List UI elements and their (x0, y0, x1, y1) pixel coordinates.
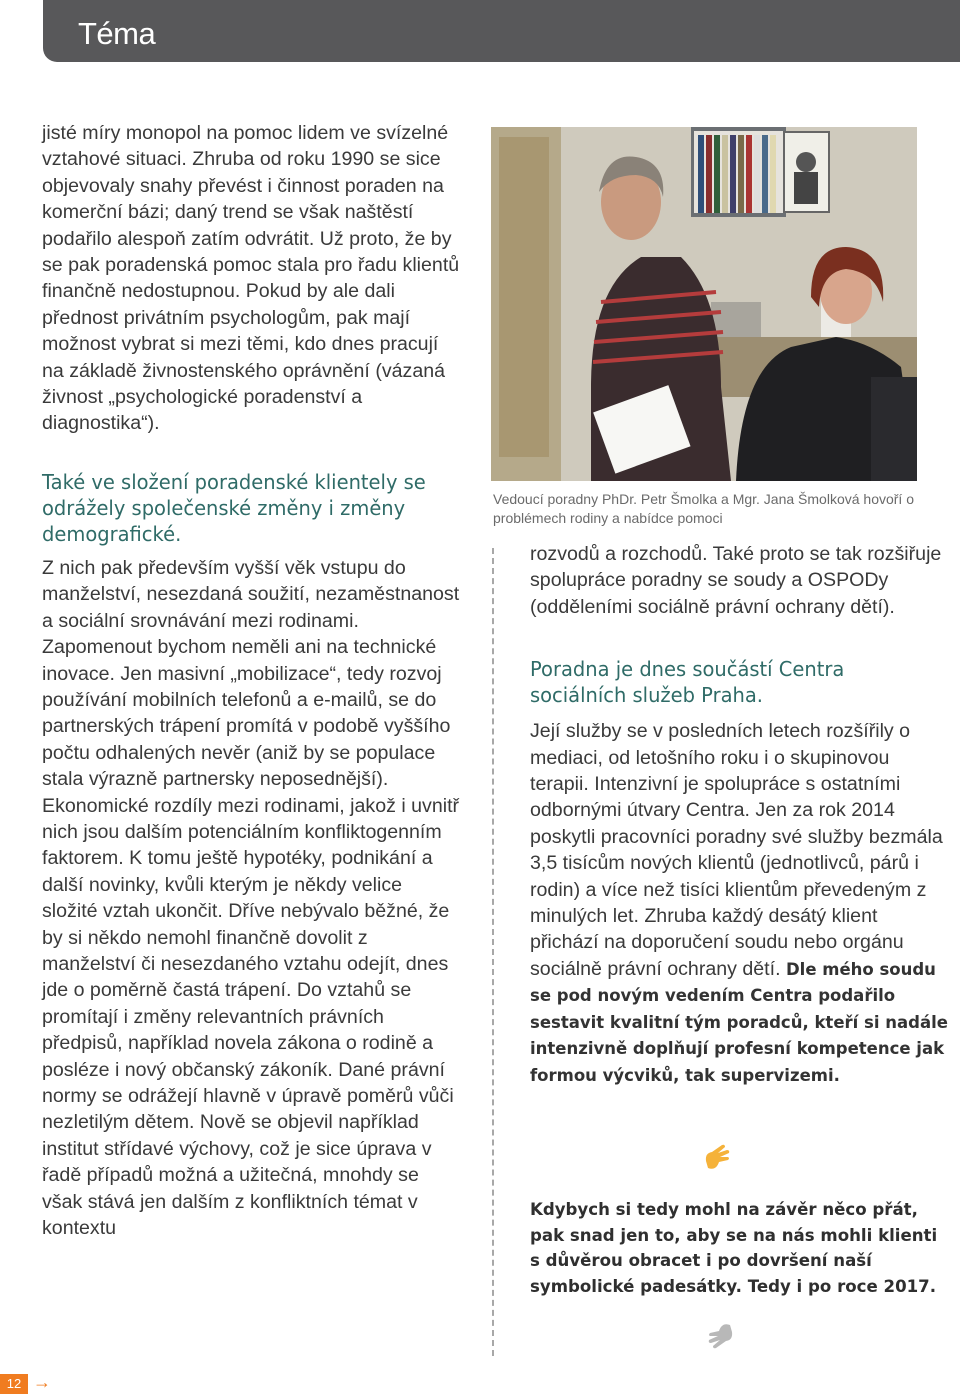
right-paragraph-1: rozvodů a rozchodů. Také proto se tak rozšiřuje spolupráce poradny se soudy a OSPODy (odděleními sociálně právní ochrany dětí). (530, 543, 942, 618)
closing-statement: Kdybych si tedy mohl na závěr něco přát, pak snad jen to, aby se na nás mohli klienti s důvěrou obracet i po dovršení naší symbolické padesátky. Tedy i po roce 2017. (530, 1200, 938, 1296)
hand-icon (700, 1141, 734, 1175)
article-photo (491, 127, 917, 481)
left-paragraph-1: jisté míry monopol na pomoc lidem ve svízelné vztahové situaci. Zhruba od roku 1990 se sice objevovaly snahy převést i činnost poraden na komerční bázi; daný trend se však naštěstí podařilo alespoň zatím odvrátit. Už proto, že by se pak poradenská pomoc stala pro řadu klientů finančně nedostupnou. Pokud by ale dali přednost privátním psychologům, pak mají možnost vybrat si mezi těmi, kdo dnes pracují na základě živnostenského oprávnění (vázaná živnost „psychologické poradenství a diagnostika“). (42, 122, 460, 435)
right-subheading: Poradna je dnes součástí Centra sociálních služeb Praha. (530, 657, 845, 708)
right-paragraph-2-regular: Její služby se v posledních letech rozšířily o mediaci, od letošního roku i o skupinovou terapii. Intenzivní je spolupráce s ostatními odbornými útvary Centra. Jen za rok 2014 poskytli pracovníci poradny své služby bezmála 3,5 tisícům nových klientů (jednotlivců, párů i rodin) a více než tisíci klientům převedeným z minulých let. Zhruba každý desátý klient přichází na doporučení soudu nebo orgánu sociálně právní ochrany dětí. (530, 720, 943, 980)
page-number: 12 (0, 1374, 28, 1394)
left-subheading: Také ve složení poradenské klientely se odrážely společenské změny i změny demografické. (42, 469, 426, 546)
header-bar (43, 0, 960, 62)
right-paragraph-2 (530, 718, 950, 1088)
photo-illustration (491, 127, 917, 481)
left-column (42, 120, 462, 1241)
section-title: Téma (78, 16, 156, 51)
left-paragraph-2: Z nich pak především vyšší věk vstupu do manželství, nesezdaná soužití, nezaměstnanost a sociální srovnávání mezi rodinami. Zapomenout bychom neměli ani na technické inovace. Jen masivní „mobilizace“, tedy rozvoj používání mobilních telefonů a e-mailů, se do partnerských trápení promítá v podobě vyššího počtu odhalených nevěr (aniž by se populace stala výrazně partnersky neposednější). Ekonomické rozdíly mezi rodinami, jakož i uvnitř nich jsou dalším potenciálním konfliktogenním faktorem. K tomu ještě hypotéky, podnikání a další novinky, kvůli kterým je někdy velice složité vztah ukončit. Dříve nebývalo běžné, že by si někdo nemohl finančně dovolit z manželství či nesezdaného vztahu odejít, dnes jde o poměrně častá trápení. Do vztahů se promítají i změny relevantních právních předpisů, například novela zákona o rodině a posléze i nový občanský zákoník. Dané právní normy se odrážejí hlavně v úpravě poměrů vůči nezletilým dětem. Nově se objevil například institut střídavé výchovy, což je sice úprava v řadě případů možná a užitečná, mnohdy se však stává jen dalším z konfliktních témat v kontextu (42, 556, 460, 1240)
hand-icon (704, 1318, 738, 1352)
arrow-right-icon: → (33, 1372, 51, 1392)
right-paragraph-2-bold: Dle mého soudu se pod novým vedením Centra podařilo sestavit kvalitní tým poradců, kteří si nadále intenzivně doplňují profesní kompetence jak formou výcviků, tak supervizemi. (530, 959, 948, 1085)
photo-caption: Vedoucí poradny PhDr. Petr Šmolka a Mgr. Jana Šmolková hovoří o problémech rodiny a nabídce pomoci (493, 491, 914, 526)
right-column (530, 541, 950, 1088)
column-divider (492, 548, 494, 1356)
